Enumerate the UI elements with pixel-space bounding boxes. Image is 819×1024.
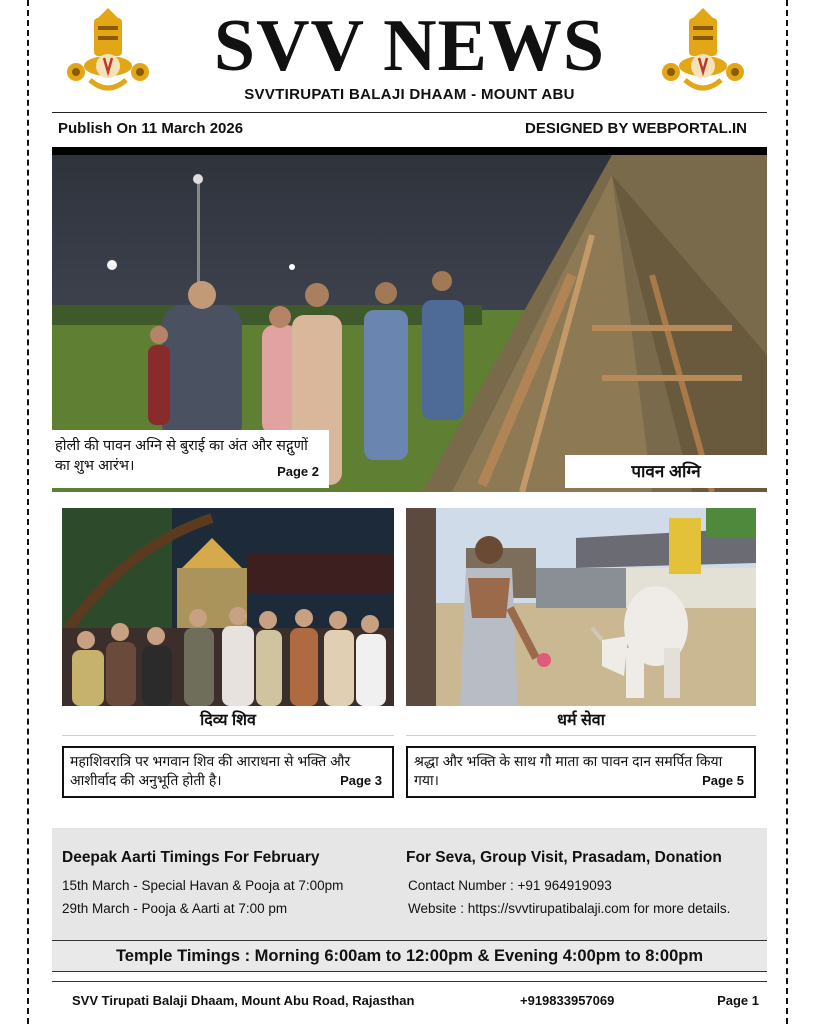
aarti-timing-line: 15th March - Special Havan & Pooja at 7:00pm bbox=[62, 878, 344, 893]
temple-timings: Temple Timings : Morning 6:00am to 12:00pm & Evening 4:00pm to 8:00pm bbox=[52, 940, 767, 972]
designed-by: DESIGNED BY WEBPORTAL.IN bbox=[525, 120, 747, 137]
contact-number[interactable]: Contact Number : +91 964919093 bbox=[408, 878, 612, 893]
balaji-deity-icon bbox=[655, 8, 751, 98]
story-photo bbox=[406, 508, 756, 706]
info-bar bbox=[52, 118, 767, 142]
masthead-rule bbox=[52, 112, 767, 113]
story-caption bbox=[406, 746, 756, 798]
footer-page-number: Page 1 bbox=[717, 993, 759, 1008]
publish-date: Publish On 11 March 2026 bbox=[58, 120, 244, 137]
footer-rule bbox=[52, 981, 767, 982]
story-caption bbox=[62, 746, 394, 798]
story-photo bbox=[62, 508, 394, 706]
hero-story[interactable] bbox=[52, 155, 767, 492]
newspaper-page bbox=[52, 0, 767, 1024]
footer bbox=[52, 981, 767, 1019]
story-caption-text: श्रद्धा और भक्ति के साथ गौ माता का पावन दान समर्पित किया गया। bbox=[414, 753, 723, 788]
newspaper-subtitle: SVVTIRUPATI BALAJI DHAAM - MOUNT ABU bbox=[244, 86, 575, 103]
hero-label: पावन अग्नि bbox=[565, 455, 767, 488]
left-dashed-border bbox=[27, 0, 29, 1024]
divider-bar bbox=[52, 147, 767, 155]
hero-page-ref[interactable]: Page 2 bbox=[277, 464, 319, 479]
right-dashed-border bbox=[786, 0, 788, 1024]
newspaper-title: SVV NEWS bbox=[213, 5, 606, 87]
story-caption-text: महाशिवरात्रि पर भगवान शिव की आराधना से भक्ति और आशीर्वाद की अनुभूति होती है। bbox=[70, 753, 351, 788]
story-page-ref[interactable]: Page 3 bbox=[340, 773, 382, 788]
story-page-ref[interactable]: Page 5 bbox=[702, 773, 744, 788]
aarti-timings-heading: Deepak Aarti Timings For February bbox=[62, 849, 320, 866]
website-link[interactable]: Website : https://svvtirupatibalaji.com for more details. bbox=[408, 901, 731, 916]
masthead bbox=[52, 0, 767, 112]
aarti-timing-line: 29th March - Pooja & Aarti at 7:00 pm bbox=[62, 901, 288, 916]
hero-caption bbox=[52, 430, 329, 488]
hero-caption-text: होली की पावन अग्नि से बुराई का अंत और सद्गुणों का शुभ आरंभ। bbox=[55, 438, 308, 474]
footer-address: SVV Tirupati Balaji Dhaam, Mount Abu Road, Rajasthan bbox=[72, 993, 415, 1008]
footer-phone[interactable]: +919833957069 bbox=[520, 993, 615, 1008]
info-panel bbox=[52, 828, 767, 940]
story-label: धर्म सेवा bbox=[406, 706, 756, 736]
seva-heading: For Seva, Group Visit, Prasadam, Donation bbox=[406, 849, 722, 866]
story-label: दिव्य शिव bbox=[62, 706, 394, 736]
